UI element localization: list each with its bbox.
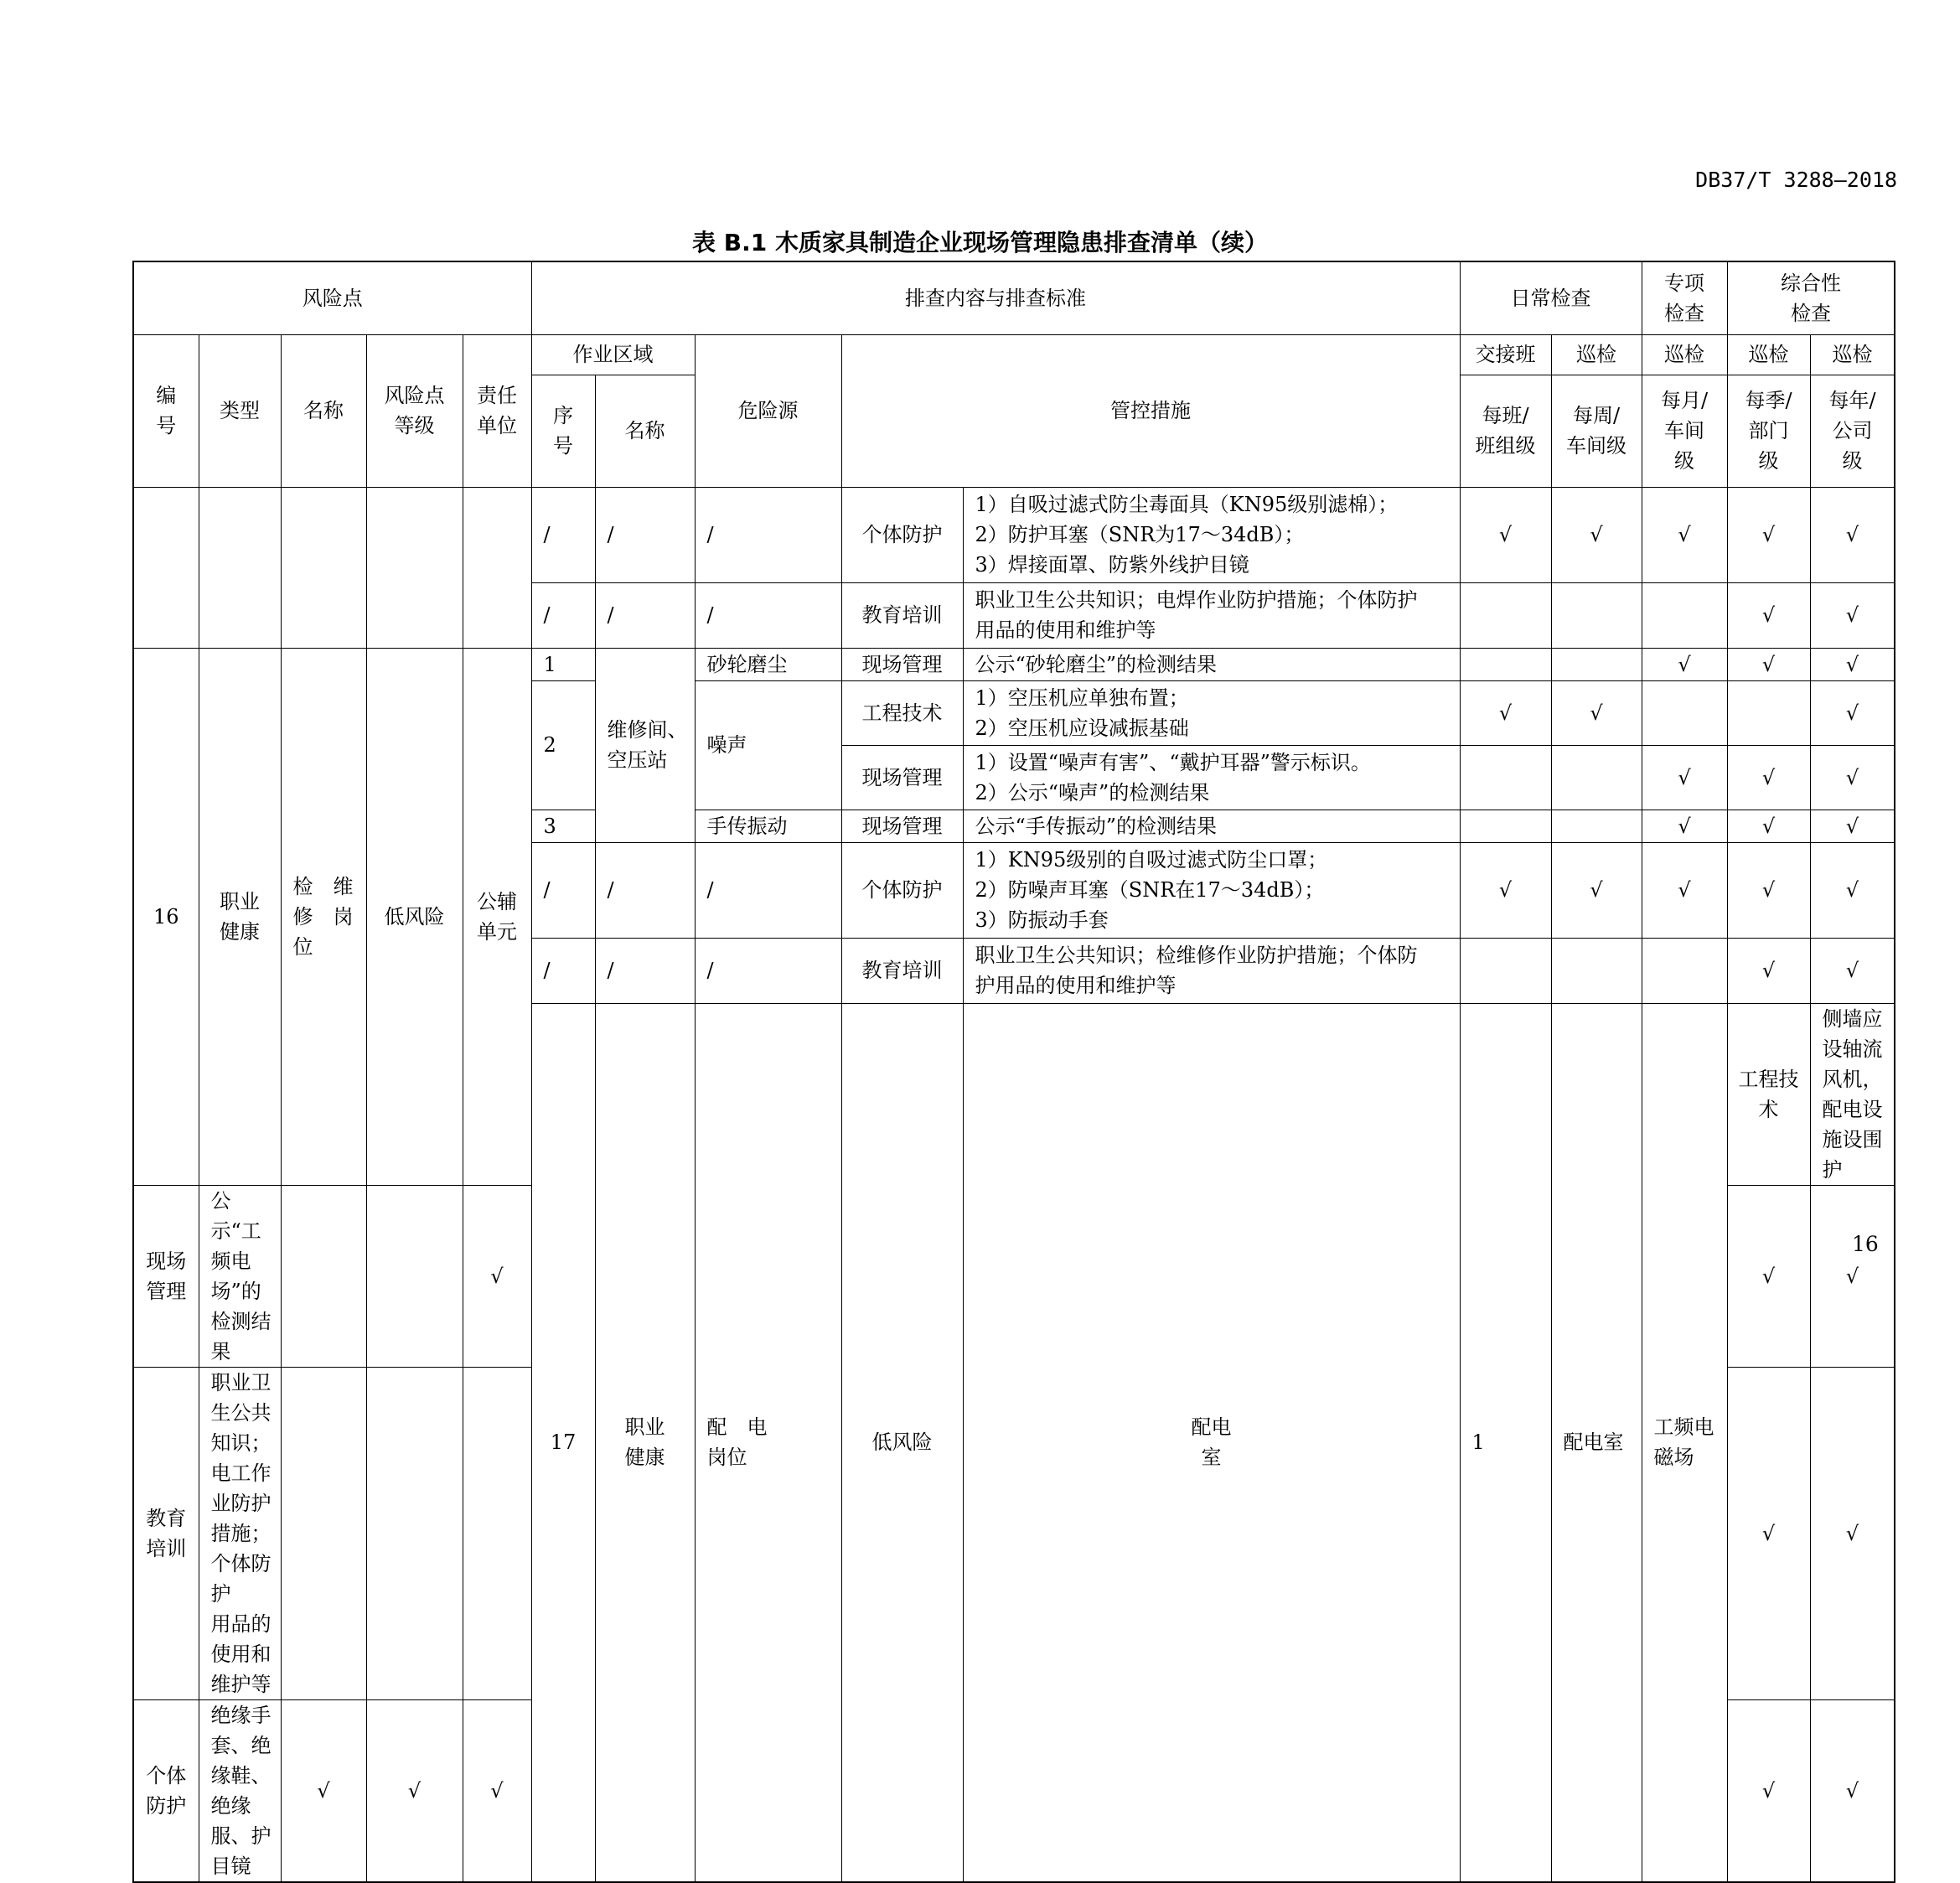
empty-check (1642, 680, 1727, 745)
measure-line: 1）KN95级别的自吸过滤式防尘口罩； (975, 848, 1328, 872)
freq-quarter-line-1: 每季/ (1745, 389, 1792, 412)
table-caption: 表 B.1 木质家具制造企业现场管理隐患排查清单（续） (692, 229, 1268, 256)
table-row (133, 648, 1895, 680)
blank-cell (281, 487, 366, 648)
empty-check (1460, 938, 1551, 1003)
check-mark: √ (281, 1699, 366, 1882)
comprehensive-check-line-1: 综合性 (1781, 271, 1842, 295)
risk-type-line-2: 健康 (220, 919, 260, 944)
freq-year (1810, 375, 1895, 487)
col-header-unit (463, 334, 531, 487)
measure-category: 个体防护 (841, 487, 963, 582)
empty-check (281, 1185, 366, 1367)
special-check-line-2: 检查 (1664, 301, 1705, 325)
col-header-level-line-2: 等级 (394, 414, 435, 437)
area-cell: 配电室 (1551, 1003, 1642, 1882)
blank-cell (463, 487, 531, 648)
empty-check (366, 1185, 463, 1367)
col-header-patrol-quarter: 巡检 (1727, 334, 1810, 375)
measure-line: 2）防噪声耳塞（SNR在17～34dB）； (975, 878, 1325, 902)
measure-line: 1）设置“噪声有害”、“戴护耳器”警示标识。 (975, 750, 1371, 774)
comprehensive-check-line-2: 检查 (1791, 301, 1832, 325)
freq-week-line-2: 车间级 (1566, 434, 1627, 458)
col-header-seq (531, 375, 595, 487)
measure-text: 公示“工频电场”的检测结果 (199, 1185, 281, 1367)
risk-name (281, 648, 366, 1185)
check-mark: √ (463, 1699, 531, 1882)
check-mark: √ (1642, 487, 1727, 582)
responsible-unit-line-2: 单元 (477, 919, 517, 944)
measure-category: 现场管理 (841, 745, 963, 810)
freq-week (1551, 375, 1642, 487)
risk-type-line-1: 职业 (220, 889, 260, 913)
risk-point-header: 风险点 (133, 261, 531, 334)
measure-category: 现场管理 (133, 1185, 199, 1367)
empty-check (1460, 745, 1551, 810)
empty-check (1551, 648, 1642, 680)
seq-cell: 1 (531, 648, 595, 680)
measure-line: 职业卫生公共知识；电焊作业防护措施；个体防护 (975, 588, 1418, 612)
measure-category: 个体防护 (133, 1699, 199, 1882)
risk-type-line-1: 职业 (624, 1415, 665, 1439)
check-mark: √ (463, 1185, 531, 1367)
empty-check (463, 1367, 531, 1699)
risk-type (199, 648, 281, 1185)
hazard-cell: / (695, 487, 841, 582)
check-mark: √ (1810, 582, 1895, 648)
check-mark: √ (1460, 842, 1551, 938)
hazard-cell: 手传振动 (695, 810, 841, 842)
special-check-header (1642, 261, 1727, 334)
measure-text: 公示“手传振动”的检测结果 (963, 810, 1460, 842)
check-mark: √ (366, 1699, 463, 1882)
empty-check (1642, 582, 1727, 648)
measure-text (199, 1367, 281, 1699)
freq-week-line-1: 每周/ (1572, 404, 1621, 427)
col-header-patrol-month: 巡检 (1642, 334, 1727, 375)
hazard-cell: 工频电磁场 (1642, 1003, 1727, 1882)
freq-quarter-line-2: 部门 (1748, 419, 1789, 442)
check-mark: √ (1810, 1185, 1895, 1367)
risk-type (595, 1003, 695, 1882)
measure-category: 教育培训 (841, 938, 963, 1003)
freq-quarter (1727, 375, 1810, 487)
column-header-row-1 (133, 334, 1895, 375)
measure-category: 工程技术 (1727, 1003, 1810, 1185)
risk-level: 低风险 (366, 648, 463, 1185)
seq-cell: / (531, 582, 595, 648)
check-mark: √ (1551, 680, 1642, 745)
empty-check (1460, 810, 1551, 842)
comprehensive-check-header (1727, 261, 1895, 334)
area-cell: / (595, 487, 695, 582)
area-line-2: 空压站 (607, 748, 668, 772)
check-mark: √ (1727, 648, 1810, 680)
check-mark: √ (1727, 1367, 1810, 1699)
risk-type-line-2: 健康 (624, 1446, 665, 1469)
risk-name-line-2: 修 岗 (292, 904, 354, 929)
col-header-no (133, 334, 199, 487)
check-mark: √ (1642, 648, 1727, 680)
check-mark: √ (1810, 648, 1895, 680)
check-mark: √ (1727, 810, 1810, 842)
standard-code: DB37/T 3288—2018 (1695, 168, 1897, 192)
measure-text (963, 582, 1460, 648)
freq-year-line-1: 每年/ (1828, 389, 1876, 412)
blank-cell (199, 487, 281, 648)
measure-category: 个体防护 (841, 842, 963, 938)
check-mark: √ (1551, 487, 1642, 582)
seq-cell: 3 (531, 810, 595, 842)
risk-name-line-2: 岗位 (706, 1446, 747, 1469)
freq-month-line-3: 级 (1674, 449, 1695, 473)
measure-line: 2）空压机应设减振基础 (975, 716, 1189, 740)
col-header-name: 名称 (281, 334, 366, 487)
measure-text: 侧墙应设轴流风机，配电设施设围护 (1810, 1003, 1895, 1185)
hazard-checklist-table (132, 261, 1895, 1883)
responsible-unit-line-1: 公辅 (477, 889, 517, 913)
col-header-area-name: 名称 (595, 375, 695, 487)
check-mark: √ (1727, 1185, 1810, 1367)
check-mark: √ (1810, 680, 1895, 745)
risk-name (695, 1003, 841, 1882)
col-header-unit-line-1: 责任 (477, 384, 517, 407)
freq-month-line-2: 车间 (1664, 419, 1705, 442)
check-mark: √ (1642, 810, 1727, 842)
freq-shift-line-2: 班组级 (1475, 434, 1536, 458)
hazard-cell: / (695, 842, 841, 938)
empty-check (1551, 810, 1642, 842)
area-cell: / (595, 582, 695, 648)
freq-month-line-1: 每月/ (1660, 389, 1709, 412)
col-header-no-line-1: 编 (156, 384, 177, 407)
item-number: 17 (531, 1003, 595, 1882)
check-mark: √ (1810, 487, 1895, 582)
col-header-unit-line-2: 单位 (477, 414, 517, 437)
hazard-cell: 噪声 (695, 680, 841, 810)
measure-text (963, 745, 1460, 810)
blank-cell (133, 487, 199, 648)
measure-category: 教育培训 (841, 582, 963, 648)
col-header-work-area: 作业区域 (531, 334, 695, 375)
freq-quarter-line-3: 级 (1758, 449, 1779, 473)
measure-line: 3）防振动手套 (975, 908, 1109, 932)
daily-check-header: 日常检查 (1460, 261, 1642, 334)
col-header-measures: 管控措施 (841, 334, 1460, 487)
item-number: 16 (133, 648, 199, 1185)
freq-month (1642, 375, 1727, 487)
empty-check (1727, 680, 1810, 745)
measure-line: 用品的使用和维护等 (975, 618, 1156, 642)
measure-category: 教育培训 (133, 1367, 199, 1699)
measure-line: 职业卫生公共知识；检维修作业防护措施；个体防 (975, 944, 1418, 967)
measure-line: 1）空压机应单独布置； (975, 685, 1189, 710)
responsible-unit (963, 1003, 1460, 1882)
seq-cell: / (531, 938, 595, 1003)
col-header-patrol-year: 巡检 (1810, 334, 1895, 375)
hazard-cell: / (695, 582, 841, 648)
check-mark: √ (1642, 745, 1727, 810)
measure-line: 1）自吸过滤式防尘毒面具（KN95级别滤棉）； (975, 493, 1399, 516)
measure-text (963, 938, 1460, 1003)
empty-check (281, 1367, 366, 1699)
empty-check (1551, 938, 1642, 1003)
content-standard-header: 排查内容与排查标准 (531, 261, 1460, 334)
risk-level: 低风险 (841, 1003, 963, 1882)
measure-line: 职业卫生公共知识；电工作业防护措施；个体防护 (210, 1370, 272, 1606)
seq-cell: / (531, 842, 595, 938)
measure-line: 2）防护耳塞（SNR为17～34dB）； (975, 523, 1305, 546)
responsible-unit (463, 648, 531, 1185)
col-header-hazard: 危险源 (695, 334, 841, 487)
col-header-level-line-1: 风险点 (384, 384, 445, 407)
risk-name-line-1: 检 维 (292, 874, 354, 898)
check-mark: √ (1810, 1699, 1895, 1882)
area-cell (595, 648, 695, 842)
empty-check (366, 1367, 463, 1699)
empty-check (1460, 648, 1551, 680)
empty-check (1460, 582, 1551, 648)
check-mark: √ (1727, 938, 1810, 1003)
seq-cell: 2 (531, 680, 595, 810)
check-mark: √ (1642, 842, 1727, 938)
group-header-row (133, 261, 1895, 334)
empty-check (1551, 582, 1642, 648)
col-header-no-line-2: 号 (156, 414, 177, 437)
seq-cell: / (531, 487, 595, 582)
freq-shift (1460, 375, 1551, 487)
check-mark: √ (1727, 487, 1810, 582)
blank-cell (366, 487, 463, 648)
area-cell: / (595, 938, 695, 1003)
check-mark: √ (1810, 842, 1895, 938)
col-header-patrol-week: 巡检 (1551, 334, 1642, 375)
check-mark: √ (1810, 938, 1895, 1003)
measure-text (963, 680, 1460, 745)
measure-text: 公示“砂轮磨尘”的检测结果 (963, 648, 1460, 680)
check-mark: √ (1727, 1699, 1810, 1882)
responsible-unit-line-1: 配电 (1191, 1415, 1232, 1439)
hazard-cell: 砂轮磨尘 (695, 648, 841, 680)
risk-name-line-3: 位 (292, 934, 313, 959)
check-mark: √ (1460, 487, 1551, 582)
measure-text: 绝缘手套、绝缘鞋、绝缘服、护目镜 (199, 1699, 281, 1882)
col-header-level (366, 334, 463, 487)
check-mark: √ (1727, 842, 1810, 938)
measure-line: 用品的使用和维护等 (210, 1611, 272, 1696)
freq-year-line-3: 级 (1842, 449, 1863, 473)
check-mark: √ (1727, 745, 1810, 810)
measure-line: 2）公示“噪声”的检测结果 (975, 780, 1210, 804)
empty-check (1551, 745, 1642, 810)
measure-line: 护用品的使用和维护等 (975, 974, 1177, 997)
measure-text (963, 842, 1460, 938)
measure-category: 现场管理 (841, 648, 963, 680)
check-mark: √ (1727, 582, 1810, 648)
col-header-type: 类型 (199, 334, 281, 487)
check-mark: √ (1810, 745, 1895, 810)
area-cell: / (595, 842, 695, 938)
freq-shift-line-1: 每班/ (1482, 404, 1529, 427)
special-check-line-1: 专项 (1664, 271, 1705, 295)
col-header-shift-handover: 交接班 (1460, 334, 1551, 375)
area-line-1: 维修间、 (607, 718, 688, 742)
empty-check (1642, 938, 1727, 1003)
risk-name-line-1: 配 电 (706, 1415, 768, 1439)
measure-category: 工程技术 (841, 680, 963, 745)
freq-year-line-2: 公司 (1832, 419, 1873, 442)
measure-category: 现场管理 (841, 810, 963, 842)
check-mark: √ (1551, 842, 1642, 938)
responsible-unit-line-2: 室 (1201, 1446, 1222, 1469)
measure-text (963, 487, 1460, 582)
check-mark: √ (1460, 680, 1551, 745)
seq-cell: 1 (1460, 1003, 1551, 1882)
table-row (133, 487, 1895, 582)
col-header-seq-line-1: 序 (553, 404, 574, 427)
check-mark: √ (1810, 1367, 1895, 1699)
check-mark: √ (1810, 810, 1895, 842)
page-number: 16 (1852, 1232, 1879, 1256)
measure-line: 3）焊接面罩、防紫外线护目镜 (975, 553, 1249, 577)
hazard-cell: / (695, 938, 841, 1003)
col-header-seq-line-2: 号 (553, 434, 574, 458)
